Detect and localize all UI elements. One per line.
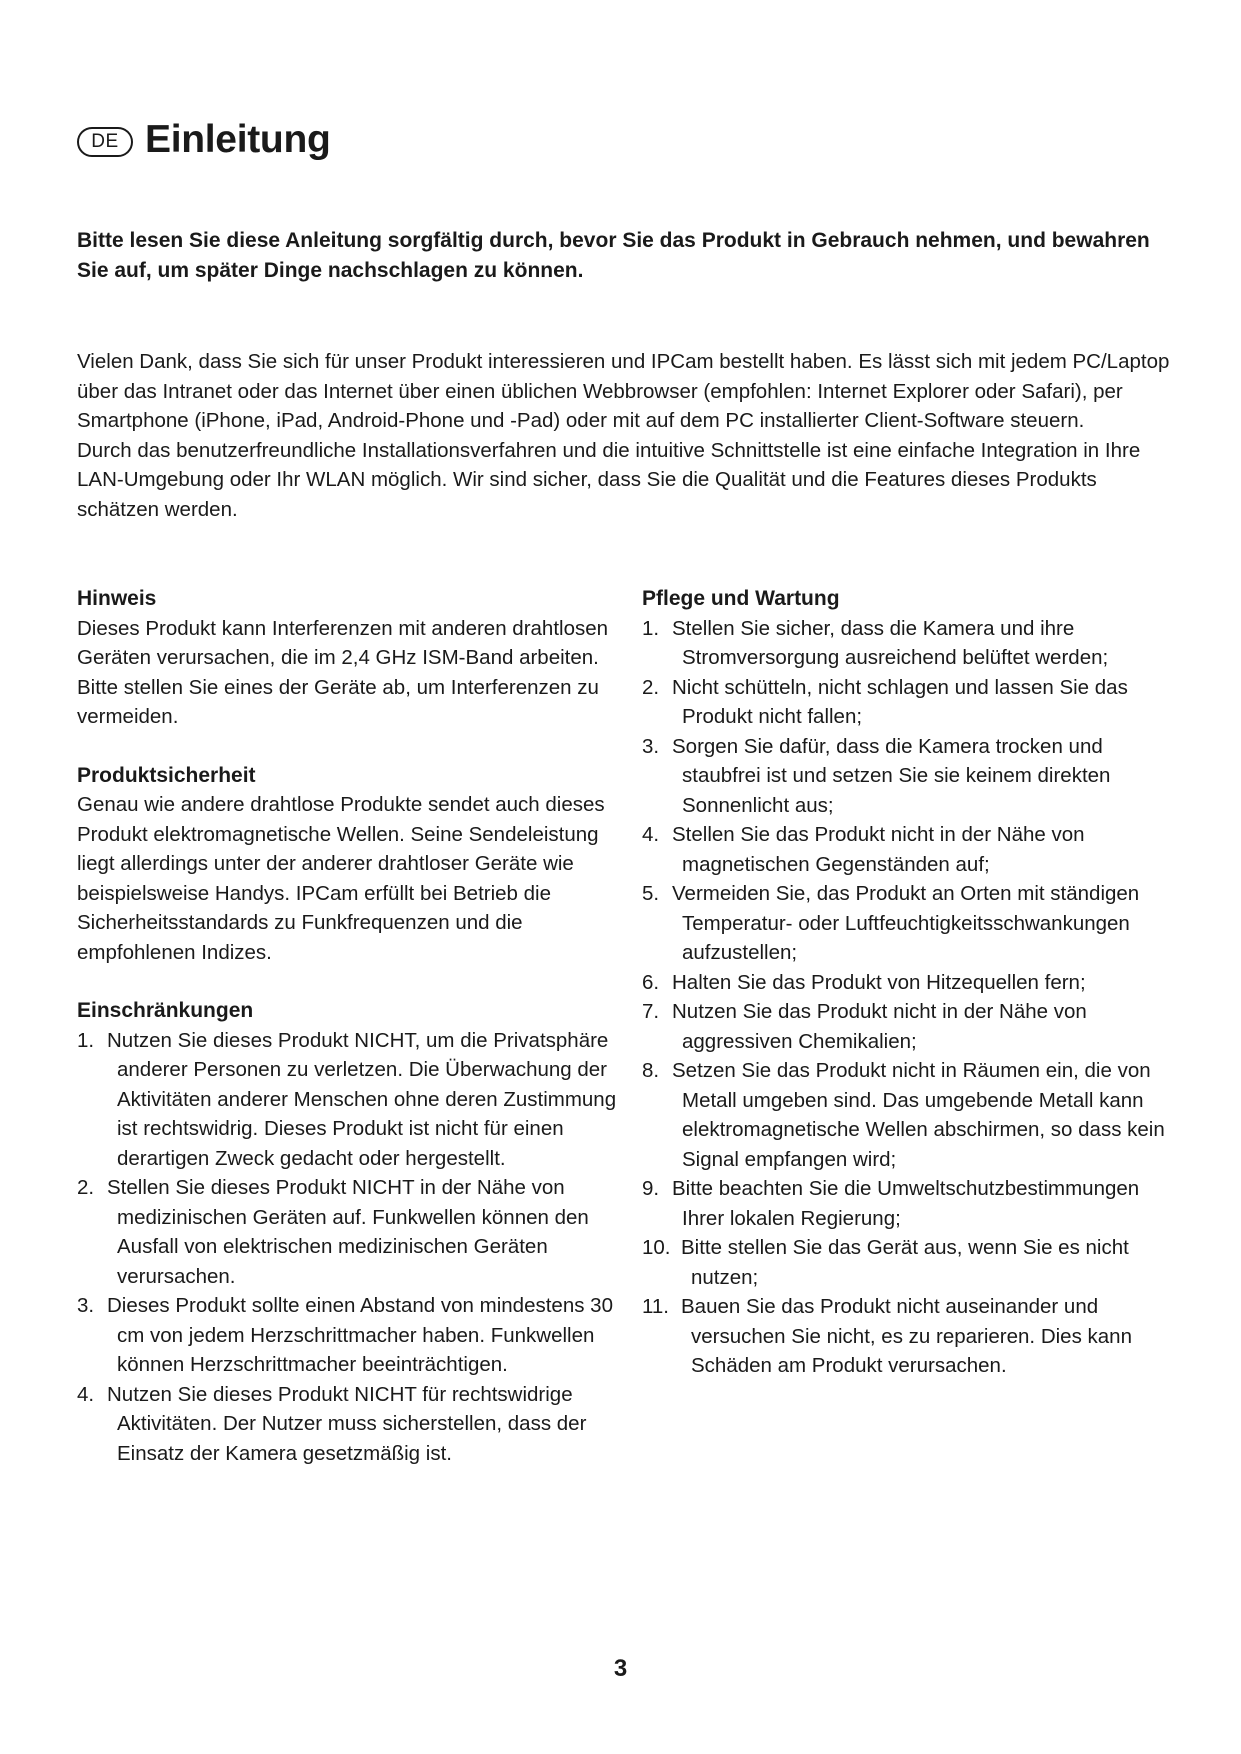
list-item [642, 1174, 1172, 1233]
list-item [77, 1291, 617, 1380]
list-number: 8. [642, 1059, 660, 1082]
care-list [642, 614, 1172, 1381]
right-column [642, 584, 1172, 1410]
section-title: Pflege und Wartung [642, 587, 840, 610]
section-einschraenkungen [77, 996, 617, 1468]
intro-bold-text: Bitte lesen Sie diese Anleitung sorgfältig durch, bevor Sie das Produkt in Gebrauch nehmen, und bewahren Sie auf, um später Dinge nachschlagen zu können. [77, 229, 1150, 282]
list-item [642, 614, 1172, 673]
list-number: 9. [642, 1177, 660, 1200]
list-number: 5. [642, 882, 660, 905]
list-number: 2. [642, 675, 660, 699]
list-number: 4. [642, 823, 660, 846]
list-item [642, 968, 1172, 998]
list-number: 6. [642, 970, 660, 994]
intro-paragraph: Vielen Dank, dass Sie sich für unser Produkt interessieren und IPCam bestellt haben. Es lässt sich mit jedem PC/Laptop über das Intranet oder das Internet über einen üblichen Webbrowser (empfohlen: Internet Explorer oder Safari), per Smartphone (iPhone, iPad, Android-Phone und -Pad) oder mit auf dem PC installierter Client-Software steuern. [77, 350, 1170, 432]
list-item-text: Stellen Sie das Produkt nicht in der Nähe von magnetischen Gegenständen auf; [672, 823, 1085, 876]
section-title: Produktsicherheit [77, 763, 256, 787]
list-number: 10. [642, 1236, 671, 1259]
list-item-text: Sorgen Sie dafür, dass die Kamera trocken und staubfrei ist und setzen Sie sie keinem direkten Sonnenlicht aus; [672, 734, 1111, 817]
list-number: 1. [77, 1028, 95, 1052]
section-title: Hinweis [77, 587, 157, 610]
list-item [642, 1292, 1172, 1381]
section-text: Dieses Produkt kann Interferenzen mit anderen drahtlosen Geräten verursachen, die im 2,4 GHz ISM-Band arbeiten. Bitte stellen Sie eines der Geräte ab, um Interferenzen zu vermeiden. [77, 616, 609, 728]
list-item [77, 1026, 617, 1174]
list-item-text: Bitte stellen Sie das Gerät aus, wenn Sie es nicht nutzen; [681, 1236, 1129, 1289]
list-number: 11. [642, 1295, 669, 1318]
list-item-text: Vermeiden Sie, das Produkt an Orten mit ständigen Temperatur- oder Luftfeuchtigkeitsschwankungen aufzustellen; [672, 882, 1140, 964]
list-number: 3. [77, 1294, 95, 1317]
section-produktsicherheit [77, 761, 617, 968]
header [77, 120, 331, 159]
list-item-text: Stellen Sie dieses Produkt NICHT in der Nähe von medizinischen Geräten auf. Funkwellen können den Ausfall von elektrischen medizinischen Geräten verursachen. [107, 1176, 589, 1288]
list-item-text: Nutzen Sie das Produkt nicht in der Nähe von aggressiven Chemikalien; [672, 1000, 1087, 1053]
list-item [642, 732, 1172, 821]
page-number: 3 [613, 1655, 628, 1682]
list-item-text: Bauen Sie das Produkt nicht auseinander und versuchen Sie nicht, es zu reparieren. Dies kann Schäden am Produkt verursachen. [681, 1295, 1132, 1377]
intro-body [77, 347, 1177, 524]
section-hinweis [77, 584, 617, 732]
list-item [642, 879, 1172, 968]
list-item-text: Nicht schütteln, nicht schlagen und lassen Sie das Produkt nicht fallen; [672, 675, 1128, 728]
list-item-text: Halten Sie das Produkt von Hitzequellen fern; [672, 970, 1086, 994]
list-number: 3. [642, 734, 660, 758]
list-item-text: Dieses Produkt sollte einen Abstand von mindestens 30 cm von jedem Herzschrittmacher haben. Funkwellen können Herzschrittmacher beeinträchtigen. [107, 1294, 613, 1376]
list-item-text: Setzen Sie das Produkt nicht in Räumen ein, die von Metall umgeben sind. Das umgebende Metall kann elektromagnetische Wellen abschirmen, so dass kein Signal empfangen wird; [672, 1059, 1165, 1171]
list-item-text: Stellen Sie sicher, dass die Kamera und ihre Stromversorgung ausreichend belüftet werden; [672, 616, 1109, 669]
page-title: Einleitung [145, 118, 331, 161]
language-badge: DE [77, 127, 133, 157]
list-item [77, 1380, 617, 1469]
list-item [642, 997, 1172, 1056]
section-text: Genau wie andere drahtlose Produkte sendet auch dieses Produkt elektromagnetische Wellen. Seine Sendeleistung liegt allerdings unter der anderer drahtloser Geräte wie beispielsweise Handys. IPCam erfüllt bei Betrieb die Sicherheitsstandards zu Funkfrequenzen und die empfohlenen Indizes. [77, 793, 605, 964]
list-item [642, 820, 1172, 879]
list-item-text: Nutzen Sie dieses Produkt NICHT für rechtswidrige Aktivitäten. Der Nutzer muss sicherstellen, dass der Einsatz der Kamera gesetzmäßig ist. [107, 1382, 587, 1465]
list-number: 1. [642, 616, 660, 640]
list-item [642, 673, 1172, 732]
left-column [77, 584, 617, 1497]
list-item-text: Nutzen Sie dieses Produkt NICHT, um die Privatsphäre anderer Personen zu verletzen. Die Überwachung der Aktivitäten anderer Menschen ohne deren Zustimmung ist rechtswidrig. Dieses Produkt ist nicht für einen derartigen Zweck gedacht oder hergestellt. [107, 1028, 617, 1170]
restrictions-list [77, 1026, 617, 1469]
section-title: Einschränkungen [77, 999, 254, 1022]
list-item [642, 1233, 1172, 1292]
list-item [642, 1056, 1172, 1174]
list-item [77, 1173, 617, 1291]
intro-paragraph: Durch das benutzerfreundliche Installationsverfahren und die intuitive Schnittstelle ist eine einfache Integration in Ihre LAN-Umgebung oder Ihr WLAN möglich. Wir sind sicher, dass Sie die Qualität und die Features dieses Produkts schätzen werden. [77, 438, 1141, 521]
list-number: 2. [77, 1176, 95, 1199]
list-number: 7. [642, 1000, 660, 1023]
list-number: 4. [77, 1382, 95, 1406]
section-pflege [642, 584, 1172, 1381]
list-item-text: Bitte beachten Sie die Umweltschutzbestimmungen Ihrer lokalen Regierung; [672, 1177, 1140, 1230]
